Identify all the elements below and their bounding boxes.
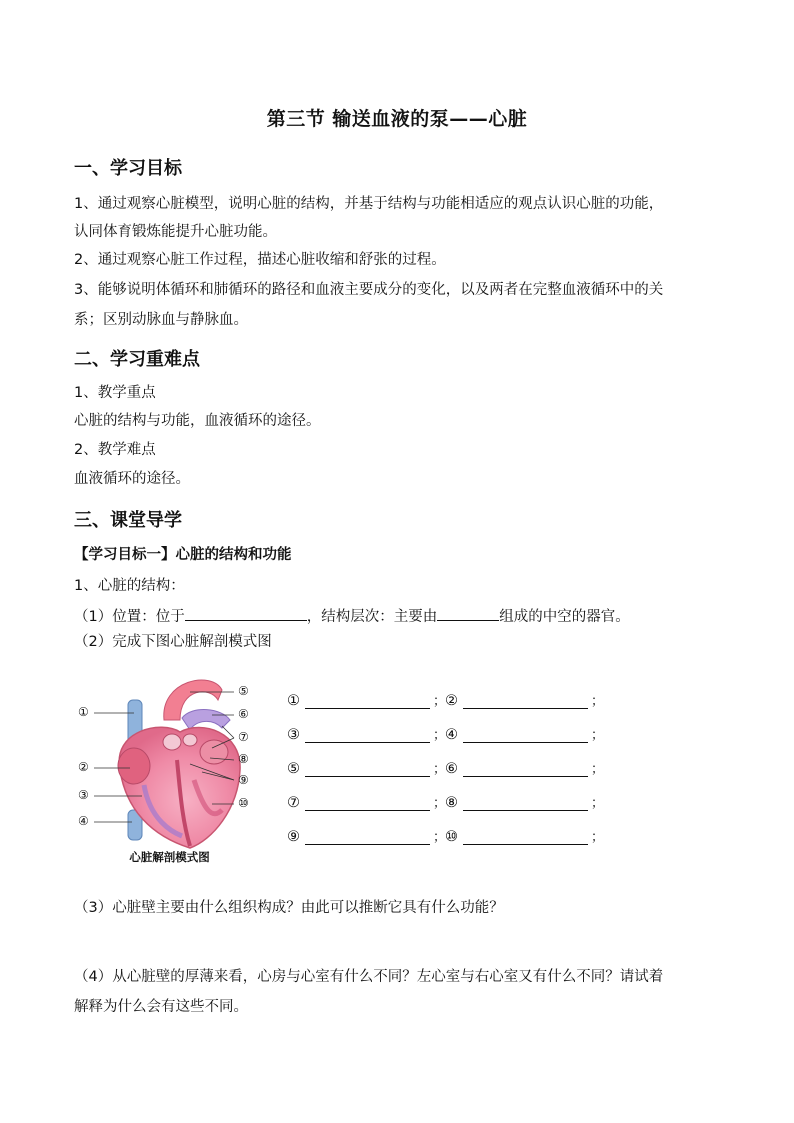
- separator: ；: [591, 796, 605, 811]
- separator: ；: [433, 796, 447, 811]
- question-text: ，结构层次：主要由: [306, 609, 438, 625]
- answer-blank[interactable]: [305, 795, 430, 811]
- answer-number: ⑩: [445, 829, 458, 845]
- separator: ；: [591, 830, 605, 845]
- label-1: ①: [78, 705, 89, 719]
- answer-blank[interactable]: [463, 761, 588, 777]
- separator: ；: [591, 762, 605, 777]
- answer-cell: [287, 826, 446, 845]
- separator: ；: [433, 694, 447, 709]
- answer-number: ⑤: [287, 761, 300, 777]
- label-4: ④: [78, 814, 89, 828]
- answer-cell: [445, 724, 604, 743]
- answer-cell: [287, 792, 446, 811]
- answer-blank[interactable]: [305, 761, 430, 777]
- answer-blank[interactable]: [305, 727, 430, 743]
- separator: ；: [591, 728, 605, 743]
- question-text: （1）位置：位于: [74, 609, 185, 625]
- section-heading-key-points: 二、学习重难点: [74, 349, 200, 370]
- key-point-line: 血液循环的途径。: [74, 471, 190, 487]
- label-10: ⑩: [238, 796, 249, 810]
- answer-number: ①: [287, 693, 300, 709]
- question-wall-thickness-cont: 解释为什么会有这些不同。: [74, 999, 248, 1015]
- answer-number: ⑦: [287, 795, 300, 811]
- separator: ；: [433, 728, 447, 743]
- position-blank[interactable]: [185, 604, 307, 621]
- figure-caption: 心脏解剖模式图: [129, 850, 210, 864]
- separator: ；: [591, 694, 605, 709]
- answer-number: ④: [445, 727, 458, 743]
- heart-anatomy-figure: [72, 660, 272, 870]
- answer-cell: [287, 690, 446, 709]
- label-7: ⑦: [238, 730, 249, 744]
- answer-blank[interactable]: [305, 693, 430, 709]
- key-point-line: 1、教学重点: [74, 385, 156, 401]
- item-heart-structure: 1、心脏的结构：: [74, 578, 185, 594]
- objective-subheading: 【学习目标一】心脏的结构和功能: [74, 547, 292, 563]
- answer-cell: [445, 758, 604, 777]
- section-heading-guide: 三、课堂导学: [74, 510, 182, 531]
- answer-number: ②: [445, 693, 458, 709]
- answer-cell: [287, 724, 446, 743]
- separator: ；: [433, 830, 447, 845]
- tissue-blank[interactable]: [437, 604, 499, 621]
- goal-line: 认同体育锻炼能提升心脏功能。: [74, 224, 277, 240]
- goal-line: 系；区别动脉血与静脉血。: [74, 312, 248, 328]
- answer-blank[interactable]: [463, 795, 588, 811]
- label-2: ②: [78, 760, 89, 774]
- goal-line: 2、通过观察心脏工作过程，描述心脏收缩和舒张的过程。: [74, 252, 446, 268]
- answer-number: ⑨: [287, 829, 300, 845]
- question-diagram-instruction: （2）完成下图心脏解剖模式图: [74, 634, 272, 650]
- label-3: ③: [78, 788, 89, 802]
- label-9: ⑨: [238, 773, 249, 787]
- separator: ；: [433, 762, 447, 777]
- question-heart-wall: （3）心脏壁主要由什么组织构成？由此可以推断它具有什么功能？: [74, 900, 504, 916]
- answer-number: ⑧: [445, 795, 458, 811]
- answer-blank[interactable]: [305, 829, 430, 845]
- answer-cell: [445, 826, 604, 845]
- page-title: 第三节 输送血液的泵——心脏: [266, 108, 528, 130]
- section-heading-goals: 一、学习目标: [74, 158, 182, 179]
- question-text: 组成的中空的器官。: [499, 609, 630, 625]
- key-point-line: 心脏的结构与功能，血液循环的途径。: [74, 413, 321, 429]
- answer-cell: [445, 690, 604, 709]
- question-wall-thickness: （4）从心脏壁的厚薄来看，心房与心室有什么不同？左心室与右心室又有什么不同？请试着: [74, 969, 664, 985]
- question-position: [74, 604, 630, 627]
- key-point-line: 2、教学难点: [74, 442, 156, 458]
- answer-blank[interactable]: [463, 727, 588, 743]
- answer-cell: [445, 792, 604, 811]
- answer-number: ③: [287, 727, 300, 743]
- answer-blank[interactable]: [463, 829, 588, 845]
- goal-line: 1、通过观察心脏模型，说明心脏的结构，并基于结构与功能相适应的观点认识心脏的功能，: [74, 196, 664, 212]
- label-5: ⑤: [238, 684, 249, 698]
- answer-blank[interactable]: [463, 693, 588, 709]
- goal-line: 3、能够说明体循环和肺循环的路径和血液主要成分的变化，以及两者在完整血液循环中的关: [74, 282, 664, 298]
- label-6: ⑥: [238, 707, 249, 721]
- answer-cell: [287, 758, 446, 777]
- answer-number: ⑥: [445, 761, 458, 777]
- label-8: ⑧: [238, 752, 249, 766]
